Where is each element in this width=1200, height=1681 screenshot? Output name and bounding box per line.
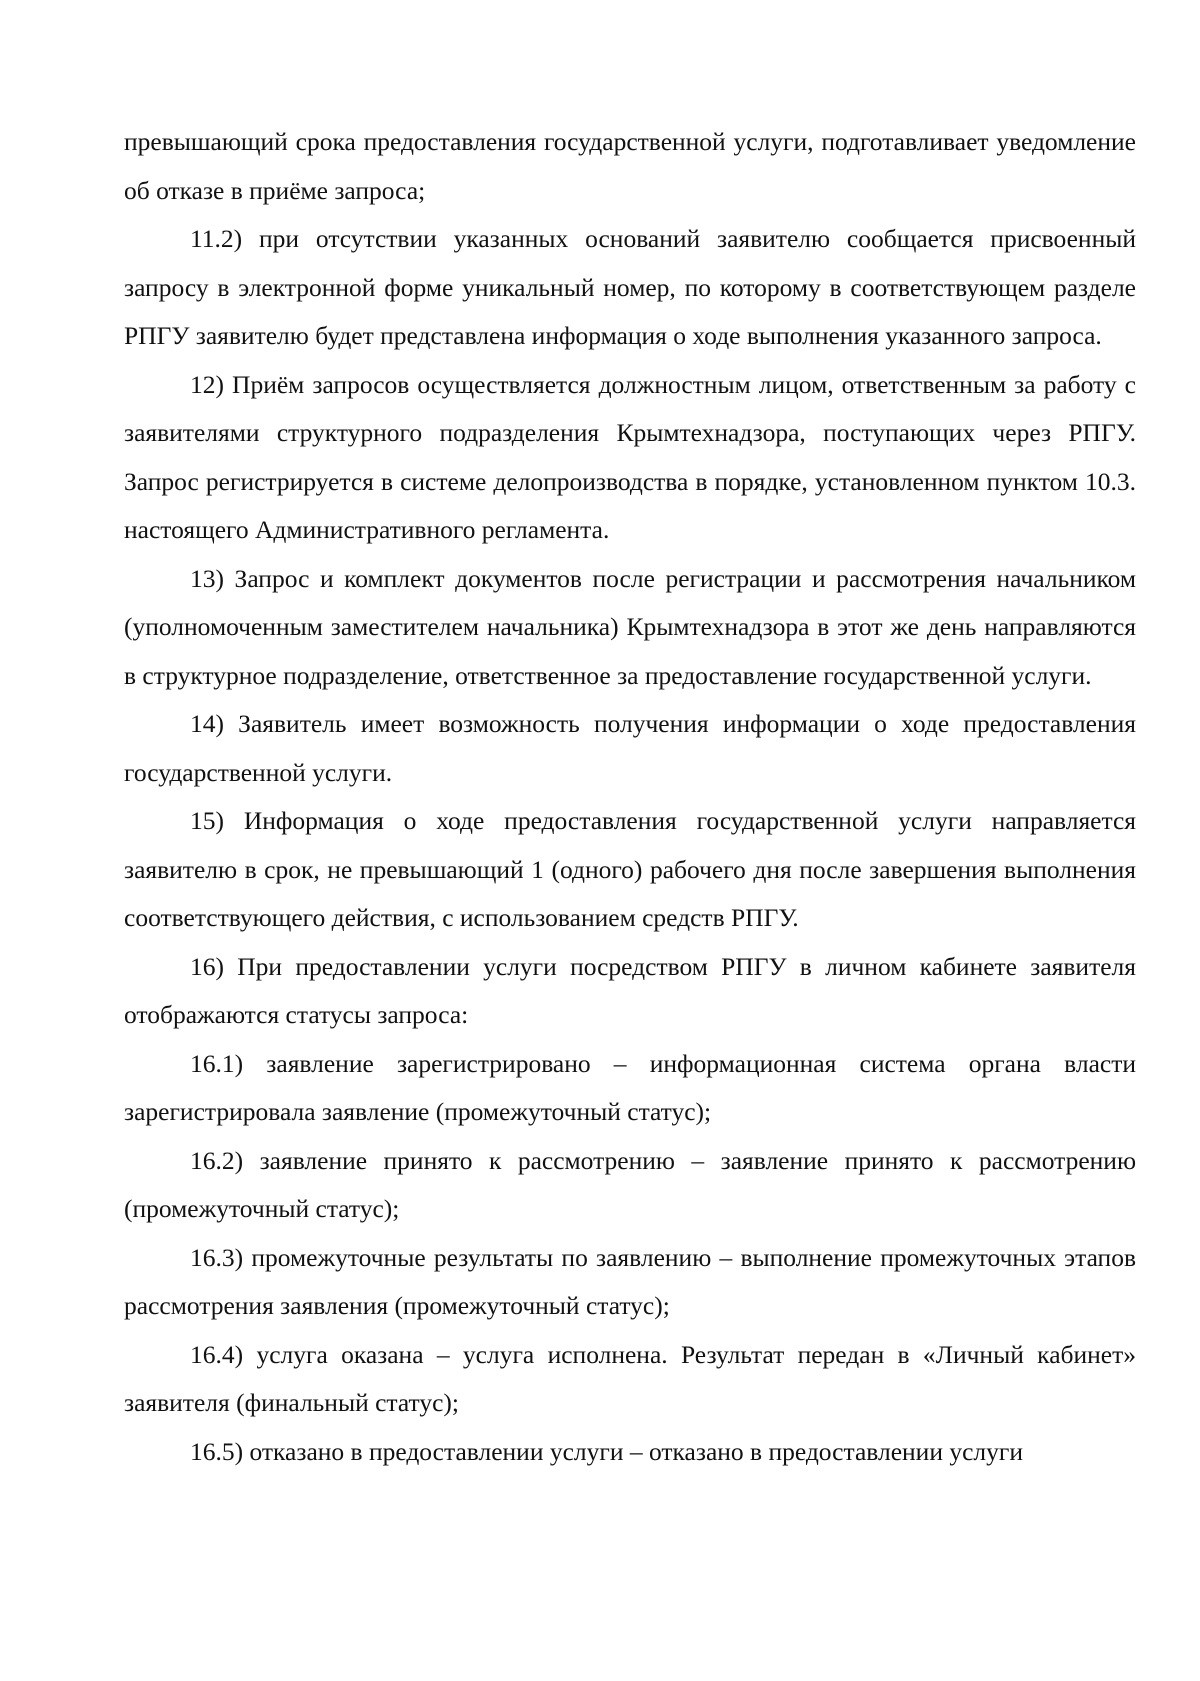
paragraph-continuation: превышающий срока предоставления государственной услуги, подготавливает уведомление об отказе в приёме запроса;	[124, 127, 1136, 205]
paragraph-13: 13) Запрос и комплект документов после регистрации и рассмотрения начальником (уполномоченным заместителем начальника) Крымтехнадзора в этот же день направляются в структурное подразделение, ответственное за предоставление государственной услуги.	[124, 563, 1136, 690]
paragraph-12: 12) Приём запросов осуществляется должностным лицом, ответственным за работу с заявителями структурного подразделения Крымтехнадзора, поступающих через РПГУ. Запрос регистрируется в системе делопроизводства в порядке, установленном пунктом 10.3. настоящего Административного регламента.	[124, 369, 1136, 544]
paragraph-16: 16) При предоставлении услуги посредством РПГУ в личном кабинете заявителя отображаются статусы запроса:	[124, 951, 1136, 1029]
paragraph-16-3: 16.3) промежуточные результаты по заявлению – выполнение промежуточных этапов рассмотрения заявления (промежуточный статус);	[124, 1242, 1136, 1320]
paragraph-16-1: 16.1) заявление зарегистрировано – информационная система органа власти зарегистрировала заявление (промежуточный статус);	[124, 1048, 1136, 1126]
paragraph-15: 15) Информация о ходе предоставления государственной услуги направляется заявителю в срок, не превышающий 1 (одного) рабочего дня после завершения выполнения соответствующего действия, с использованием средств РПГУ.	[124, 806, 1136, 932]
paragraph-16-5: 16.5) отказано в предоставлении услуги – отказано в предоставлении услуги	[190, 1436, 1023, 1466]
paragraph-14: 14) Заявитель имеет возможность получения информации о ходе предоставления государственной услуги.	[124, 709, 1136, 787]
paragraph-11-2: 11.2) при отсутствии указанных оснований заявителю сообщается присвоенный запросу в электронной форме уникальный номер, по которому в соответствующем разделе РПГУ заявителю будет представлена информация о ходе выполнения указанного запроса.	[124, 224, 1136, 350]
paragraph-16-4: 16.4) услуга оказана – услуга исполнена. Результат передан в «Личный кабинет» заявителя (финальный статус);	[124, 1339, 1136, 1417]
paragraph-16-2: 16.2) заявление принято к рассмотрению – заявление принято к рассмотрению (промежуточный статус);	[124, 1145, 1136, 1223]
document-body	[124, 118, 1136, 1476]
